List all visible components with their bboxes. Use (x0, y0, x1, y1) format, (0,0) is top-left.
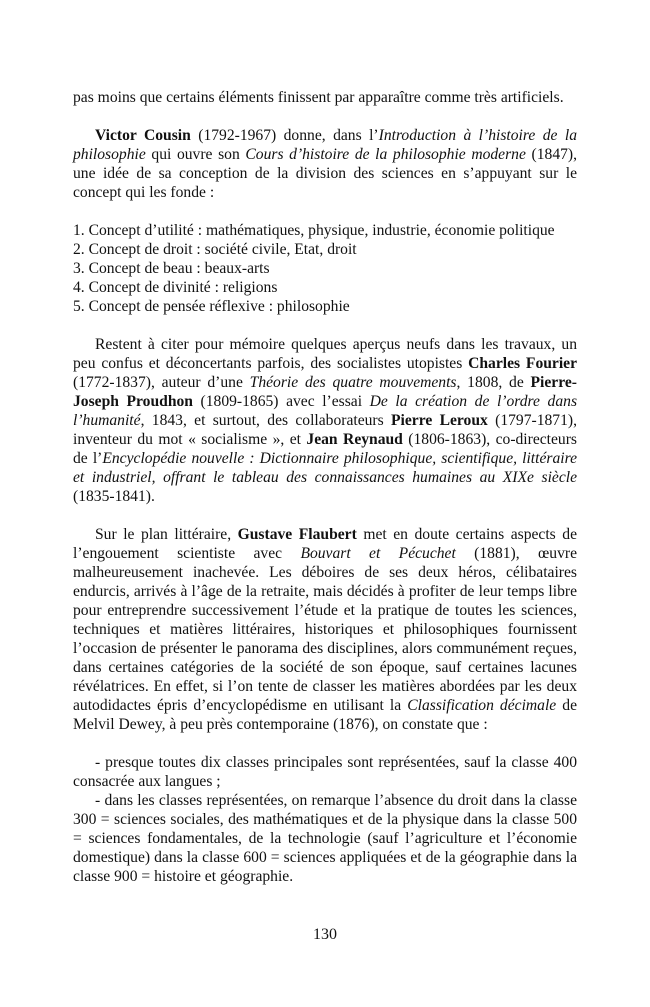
text-segment: (1792-1967) donne, dans l’ (190, 127, 379, 144)
work-title-introduction: Introduction à l’histoire de la philosophie (73, 127, 577, 163)
text-segment: (1835-1841). (73, 488, 155, 505)
concept-list-item: 5. Concept de pensée réflexive : philosophie (73, 298, 350, 315)
paragraph-flaubert (73, 525, 577, 734)
author-name-victor-cousin: Victor Cousin (95, 127, 191, 144)
concept-list-item: 1. Concept d’utilité : mathématiques, physique, industrie, économie politique (73, 222, 555, 239)
page-number: 130 (313, 926, 337, 943)
text-segment: (1881), œuvre malheureusement inachevée. Les déboires de ses deux héros, célibataires endurcis, arrivés à l’âge de la retraite, mais décidés à profiter de leur temps libre pour entreprendre successivement l’étude et la pratique de toutes les sciences, techniques et matières littéraires, historiques et philosophiques fournissent l’occasion de présenter le panorama des disciplines, alors communément reçues, dans certaines catégories de la société de son époque, sauf certaines lacunes révélatrices. En effet, si l’on tente de classer les matières abordées par les deux autodidactes épris d’encyclopédisme en utilisant la (73, 545, 577, 714)
page-body (73, 88, 577, 886)
paragraph-continuation: pas moins que certains éléments finissent par apparaître comme très artificiels. (73, 89, 564, 106)
concept-list-item: 4. Concept de divinité : religions (73, 279, 278, 296)
dash-item: - dans les classes représentées, on remarque l’absence du droit dans la classe 300 = sciences sociales, des mathématiques et de la physique dans la classe 500 = sciences fondamentales, de la technologie (sauf l’agriculture et l’économie domestique) dans la classe 600 = sciences appliquées et de la géographie dans la classe 900 = histoire et géographie. (73, 792, 577, 885)
concept-list (73, 221, 577, 316)
text-segment: Restent à citer pour mémoire quelques aperçus neufs dans les travaux, un peu confus et déconcertants parfois, des socialistes utopistes (73, 336, 577, 372)
text-segment: (1847), une idée de sa conception de la division des sciences en s’appuyant sur le concept qui les fonde : (73, 146, 578, 201)
work-title-theorie: Théorie des quatre mouvements (249, 374, 457, 391)
concept-list-item: 3. Concept de beau : beaux-arts (73, 260, 270, 277)
work-title-creation-ordre: De la création de l’ordre dans l’humanité (73, 393, 578, 429)
text-segment: (1806-1863), co-directeurs de l’ (73, 431, 577, 467)
work-title-cours: Cours d’histoire de la philosophie moderne (245, 146, 526, 163)
text-segment: de Melvil Dewey, à peu près contemporaine (1876), on constate que : (73, 697, 577, 733)
concept-list-item: 2. Concept de droit : société civile, Etat, droit (73, 241, 357, 258)
author-name-gustave-flaubert: Gustave Flaubert (237, 526, 357, 543)
work-title-encyclopedie-nouvelle: Encyclopédie nouvelle : Dictionnaire philosophique, scientifique, littéraire et industriel, offrant le tableau des connaissances humaines au XIXe siècle (73, 450, 577, 486)
text-segment: , 1808, de (456, 374, 531, 391)
text-segment: met en doute certains aspects de l’engouement scientiste avec (73, 526, 577, 562)
text-segment: (1809-1865) avec l’essai (192, 393, 370, 410)
author-name-jean-reynaud: Jean Reynaud (306, 431, 403, 448)
text-segment: (1797-1871), inventeur du mot « socialisme », et (73, 412, 577, 448)
text-segment: qui ouvre son (145, 146, 246, 163)
work-title-bouvart-pecuchet: Bouvart et Pécuchet (300, 545, 456, 562)
author-name-pierre-leroux: Pierre Leroux (391, 412, 488, 429)
paragraph-victor-cousin (73, 126, 577, 202)
text-segment: Sur le plan littéraire, (95, 526, 238, 543)
author-name-proudhon: Pierre-Joseph Proudhon (73, 374, 577, 410)
text-segment: (1772-1837), auteur d’une (73, 374, 250, 391)
author-name-charles-fourier: Charles Fourier (468, 355, 578, 372)
text-segment: , 1843, et surtout, des collaborateurs (140, 412, 392, 429)
work-title-classification-decimale: Classification décimale (407, 697, 557, 714)
dash-item: - presque toutes dix classes principales sont représentées, sauf la classe 400 consacrée aux langues ; (73, 754, 577, 790)
paragraph-socialistes-utopistes (73, 335, 577, 506)
